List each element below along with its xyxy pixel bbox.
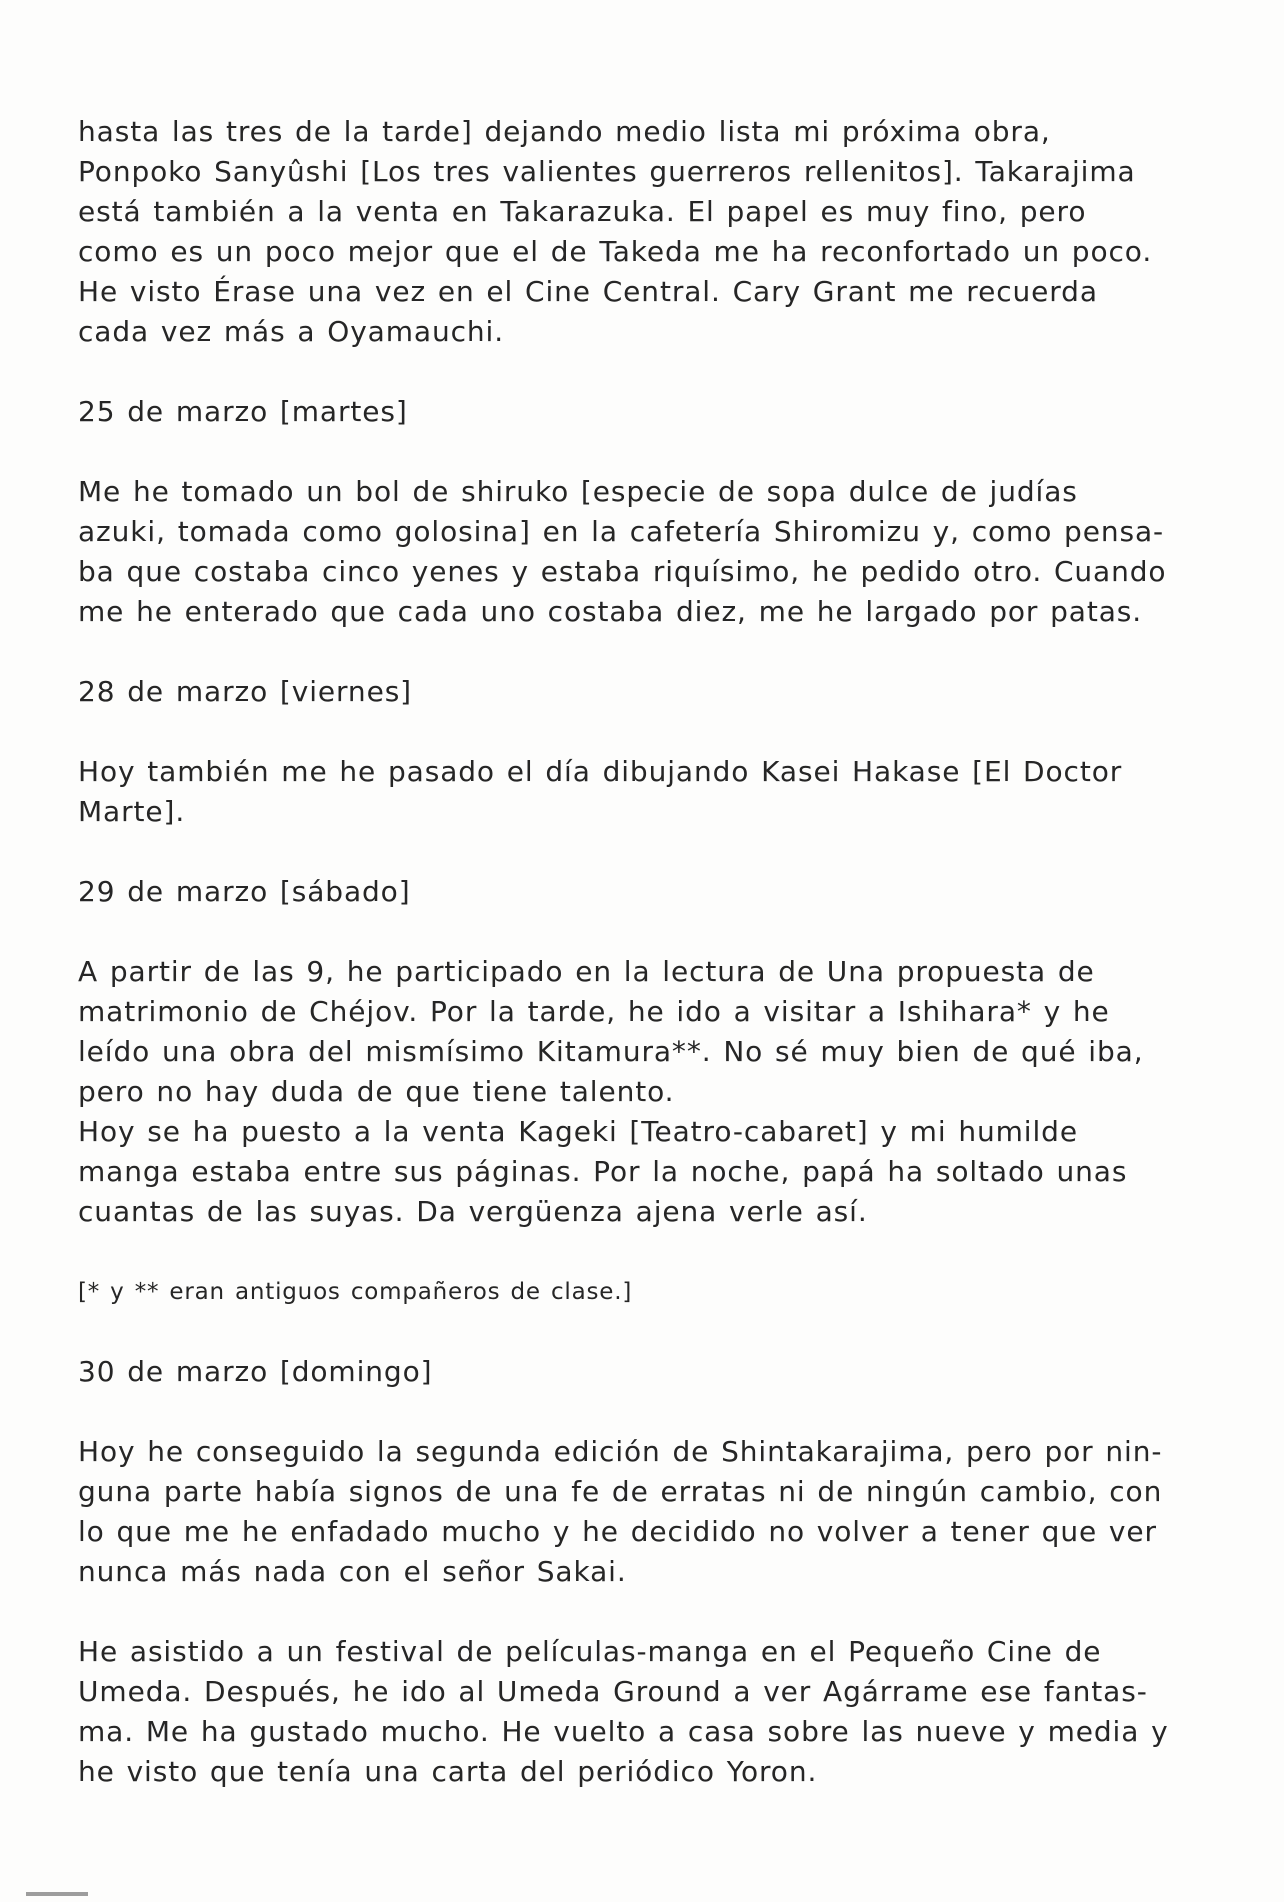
entry-date-heading: 30 de marzo [domingo] — [78, 1355, 433, 1388]
text-line: Me he tomado un bol de shiruko [especie de sopa dulce de judías — [78, 475, 1078, 508]
entry-date-heading: 25 de marzo [martes] — [78, 395, 408, 428]
text-line: Hoy también me he pasado el día dibujando Kasei Hakase [El Doctor — [78, 755, 1123, 788]
text-line: A partir de las 9, he participado en la lectura de Una propuesta de — [78, 955, 1095, 988]
paragraph — [78, 1632, 1218, 1792]
entry-date-heading: 29 de marzo [sábado] — [78, 875, 411, 908]
text-block — [78, 112, 1218, 1792]
text-line: cada vez más a Oyamauchi. — [78, 315, 505, 348]
text-line: como es un poco mejor que el de Takeda me ha reconfortado un poco. — [78, 235, 1153, 268]
text-line: Ponpoko Sanyûshi [Los tres valientes guerreros rellenitos]. Takarajima — [78, 155, 1136, 188]
text-line: lo que me he enfadado mucho y he decidido no volver a tener que ver — [78, 1515, 1157, 1548]
paragraph — [78, 472, 1218, 632]
text-line: leído una obra del mismísimo Kitamura**. No sé muy bien de qué iba, — [78, 1035, 1144, 1068]
text-line: ma. Me ha gustado mucho. He vuelto a casa sobre las nueve y media y — [78, 1715, 1169, 1748]
paragraph — [78, 1432, 1218, 1592]
text-line: guna parte había signos de una fe de erratas ni de ningún cambio, con — [78, 1475, 1163, 1508]
text-line: He asistido a un festival de películas-manga en el Pequeño Cine de — [78, 1635, 1102, 1668]
text-line: Hoy se ha puesto a la venta Kageki [Teatro-cabaret] y mi humilde — [78, 1115, 1078, 1148]
text-line: Hoy he conseguido la segunda edición de Shintakarajima, pero por nin- — [78, 1435, 1163, 1468]
paragraph — [78, 752, 1218, 832]
page-edge-mark — [26, 1892, 88, 1896]
entry-date-heading: 28 de marzo [viernes] — [78, 675, 413, 708]
text-line: He visto Érase una vez en el Cine Central. Cary Grant me recuerda — [78, 275, 1098, 308]
text-line: Umeda. Después, he ido al Umeda Ground a ver Agárrame ese fantas- — [78, 1675, 1148, 1708]
text-line: he visto que tenía una carta del periódico Yoron. — [78, 1755, 818, 1788]
text-line: pero no hay duda de que tiene talento. — [78, 1075, 675, 1108]
text-line: matrimonio de Chéjov. Por la tarde, he ido a visitar a Ishihara* y he — [78, 995, 1110, 1028]
text-line: me he enterado que cada uno costaba diez, me he largado por patas. — [78, 595, 1143, 628]
paragraph — [78, 952, 1218, 1232]
footnote: [* y ** eran antiguos compañeros de clase.] — [78, 1279, 633, 1305]
text-line: nunca más nada con el señor Sakai. — [78, 1555, 627, 1588]
text-line: Marte]. — [78, 795, 186, 828]
text-line: cuantas de las suyas. Da vergüenza ajena verle así. — [78, 1195, 868, 1228]
text-line: hasta las tres de la tarde] dejando medio lista mi próxima obra, — [78, 115, 1051, 148]
text-line: azuki, tomada como golosina] en la cafetería Shiromizu y, como pensa- — [78, 515, 1165, 548]
text-line: manga estaba entre sus páginas. Por la noche, papá ha soltado unas — [78, 1155, 1128, 1188]
paragraph — [78, 112, 1218, 352]
text-line: ba que costaba cinco yenes y estaba riquísimo, he pedido otro. Cuando — [78, 555, 1167, 588]
text-line: está también a la venta en Takarazuka. El papel es muy fino, pero — [78, 195, 1087, 228]
